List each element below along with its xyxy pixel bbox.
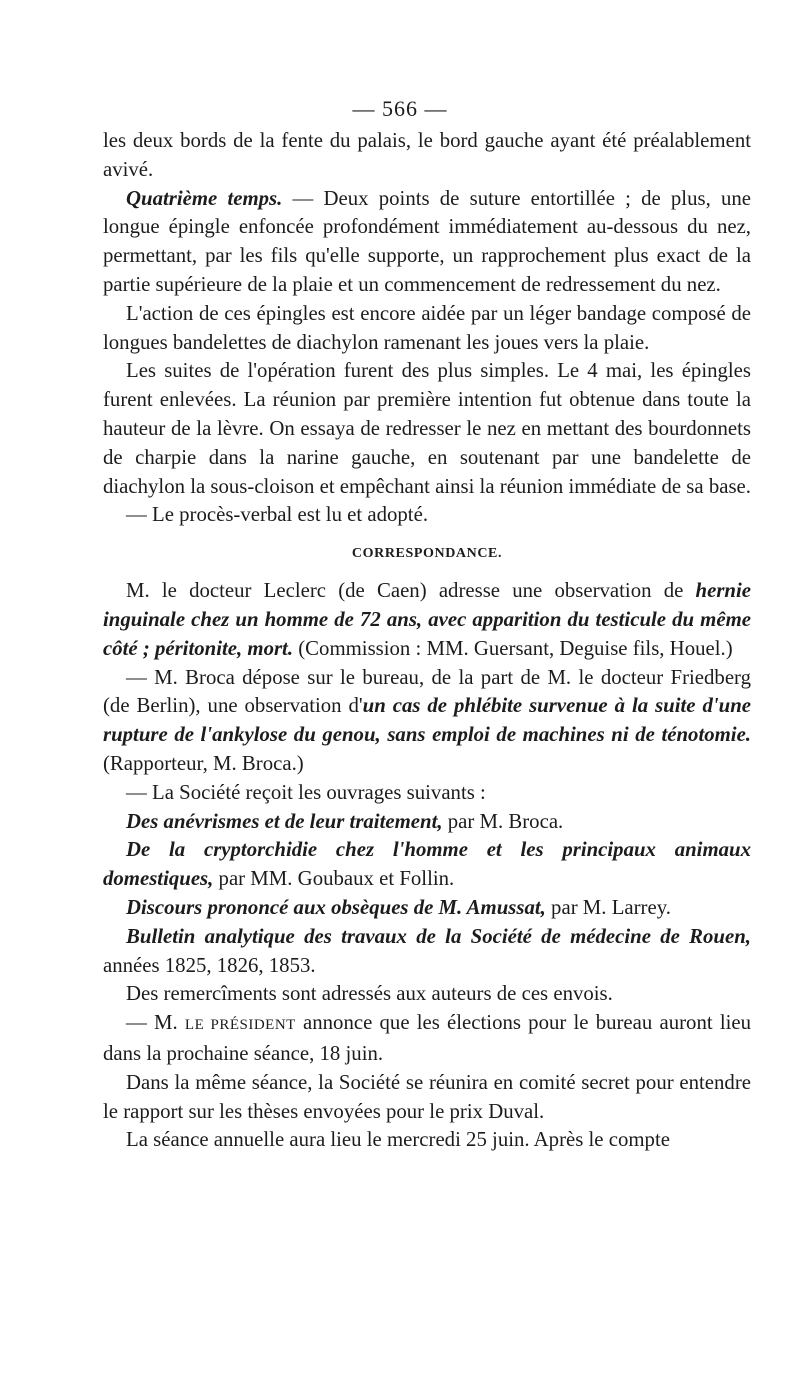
text-segment: — M.	[126, 1011, 185, 1035]
text-segment: Quatrième temps.	[126, 186, 283, 210]
text-segment: Dans la même séance, la Société se réunira en comité secret pour entendre le rapport sur les thèses envoyées pour le prix Duval.	[103, 1070, 751, 1123]
paragraph	[103, 127, 751, 185]
paragraph	[103, 836, 751, 894]
paragraph	[103, 577, 751, 663]
paragraph	[103, 501, 751, 530]
paragraph	[103, 808, 751, 837]
text-segment: par M. Broca.	[442, 809, 564, 833]
page-number: — 566 —	[352, 96, 448, 121]
paragraph	[103, 1126, 751, 1155]
section-heading	[103, 540, 751, 568]
text-segment: LE PRÉSIDENT	[184, 1017, 296, 1034]
text-segment: Des remercîments sont adressés aux auteurs de ces envois.	[126, 982, 613, 1006]
paragraph	[103, 1069, 751, 1127]
text-segment: — La Société reçoit les ouvrages suivants :	[126, 780, 486, 804]
text-segment: — Le procès-verbal est lu et adopté.	[126, 503, 429, 527]
text-segment: un cas de phlébite survenue à la suite d'une rupture de l'ankylose du genou, sans emploi de machines ni de ténotomie.	[103, 694, 751, 747]
paragraph	[103, 357, 751, 501]
text-segment: hernie inguinale chez un homme de 72 ans, avec apparition du testicule du même côté ; péritonite, mort.	[103, 579, 751, 660]
paragraph	[103, 1009, 751, 1069]
paragraph	[103, 980, 751, 1009]
text-segment: Les suites de l'opération furent des plus simples. Le 4 mai, les épingles furent enlevées. La réunion par première intention fut obtenue dans toute la hauteur de la lèvre. On essaya de redresser le nez en mettant des bourdonnets de charpie dans la narine gauche, en soutenant par une bandelette de diachylon la sous-cloison et empêchant ainsi la réunion immédiate de sa base.	[103, 359, 751, 498]
paragraph	[103, 664, 751, 779]
text-segment: Discours prononcé aux obsèques de M. Amussat,	[126, 895, 546, 919]
paragraph	[103, 185, 751, 300]
text-segment: Des anévrismes et de leur traitement,	[126, 809, 443, 833]
text-segment: La séance annuelle aura lieu le mercredi 25 juin. Après le compte	[126, 1128, 670, 1152]
text-segment: M. le docteur Leclerc (de Caen) adresse une observation de	[126, 579, 696, 603]
text-segment: (Rapporteur, M. Broca.)	[103, 751, 304, 775]
text-segment: annonce que les élections pour le bureau auront lieu dans la prochaine séance, 18 juin.	[103, 1011, 752, 1065]
text-segment: les deux bords de la fente du palais, le bord gauche ayant été préalablement avivé.	[103, 129, 751, 181]
text-segment: (Commission : MM. Guersant, Deguise fils, Houel.)	[293, 636, 733, 660]
text-segment: — Deux points de suture entortillée ; de plus, une longue épingle enfoncée profondément immédiatement au-dessous du nez, permettant, par les fils qu'elle supporte, un rapprochement plus exact de la partie supérieure de la plaie et un commencement de redressement du nez.	[103, 186, 751, 296]
text-segment: L'action de ces épingles est encore aidée par un léger bandage composé de longues bandelettes de diachylon ramenant les joues vers la plaie.	[103, 301, 751, 354]
text-segment: CORRESPONDANCE.	[351, 546, 503, 562]
text-segment: De la cryptorchidie chez l'homme et les principaux animaux domestiques,	[103, 838, 751, 891]
paragraph	[103, 923, 751, 981]
paragraph	[103, 300, 751, 358]
text-segment: par MM. Goubaux et Follin.	[213, 867, 455, 891]
text-segment: par M. Larrey.	[545, 895, 671, 919]
text-segment: Bulletin analytique des travaux de la Société de médecine de Rouen,	[126, 924, 751, 948]
page-body	[103, 127, 751, 1155]
paragraph	[103, 894, 751, 923]
paragraph	[103, 779, 751, 808]
text-segment: années 1825, 1826, 1853.	[103, 953, 316, 977]
text-segment: — M. Broca dépose sur le bureau, de la part de M. le docteur Friedberg (de Berlin), une observation d'	[103, 665, 751, 718]
